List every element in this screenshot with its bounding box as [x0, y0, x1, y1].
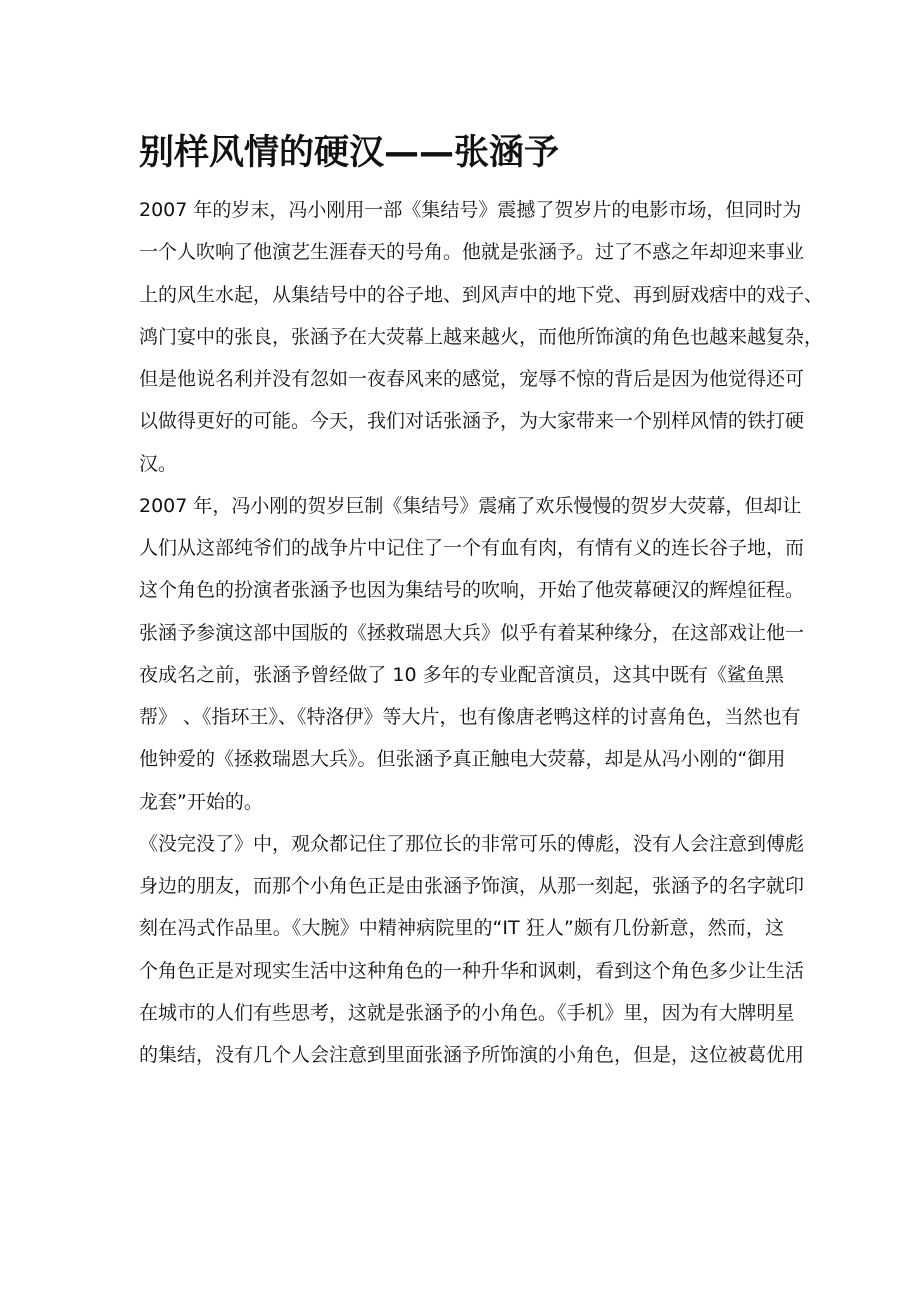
text-line: 《没完没了》中，观众都记住了那位长的非常可乐的傅彪，没有人会注意到傅彪	[139, 832, 805, 855]
text-line: 以做得更好的可能。今天，我们对话张涵予，为大家带来一个别样风情的铁打硬	[139, 410, 805, 433]
text-line: 龙套”开始的。	[139, 790, 263, 813]
text-line: 鸿门宴中的张良，张涵予在大荧幕上越来越火，而他所饰演的角色也越来越复杂，	[139, 325, 824, 348]
text-line: 2007 年的岁末，冯小刚用一部《集结号》震撼了贺岁片的电影市场，但同时为	[139, 199, 802, 221]
article-body	[139, 189, 824, 1076]
text-line: 汉。	[139, 452, 178, 475]
text-line: 但是他说名利并没有忽如一夜春风来的感觉，宠辱不惊的背后是因为他觉得还可	[139, 368, 805, 390]
text-line: 上的风生水起，从集结号中的谷子地、到风声中的地下党、再到厨戏痞中的戏子、	[139, 283, 824, 306]
text-line: 刻在冯式作品里。《大腕》中精神病院里的“IT 狂人”颇有几份新意，然而，这	[139, 917, 784, 940]
text-line: 人们从这部纯爷们的战争片中记住了一个有血有肉，有情有义的连长谷子地，而	[139, 537, 805, 559]
text-line: 的集结，没有几个人会注意到里面张涵予所饰演的小角色，但是，这位被葛优用	[139, 1044, 805, 1066]
text-line: 夜成名之前，张涵予曾经做了 10 多年的专业配音演员，这其中既有《鲨鱼黑	[139, 663, 784, 686]
text-line: 2007 年，冯小刚的贺岁巨制《集结号》震痛了欢乐慢慢的贺岁大荧幕，但却让	[139, 494, 802, 517]
text-line: 在城市的人们有些思考，这就是张涵予的小角色。《手机》里，因为有大牌明星	[139, 1001, 795, 1024]
text-line: 他钟爱的《拯救瑞恩大兵》。但张涵予真正触电大荧幕，却是从冯小刚的“御用	[139, 748, 786, 771]
text-line: 一个人吹响了他演艺生涯春天的号角。他就是张涵予。过了不惑之年却迎来事业	[139, 241, 805, 264]
text-line: 张涵予参演这部中国版的《拯救瑞恩大兵》似乎有着某种缘分，在这部戏让他一	[139, 621, 805, 644]
text-line: 身边的朋友，而那个小角色正是由张涵予饰演，从那一刻起，张涵予的名字就印	[139, 875, 805, 897]
article-title: 别样风情的硬汉——张涵予	[139, 133, 560, 173]
text-line: 个角色正是对现实生活中这种角色的一种升华和讽刺，看到这个角色多少让生活	[139, 959, 805, 982]
text-line: 帮》 、《指环王》、《特洛伊》等大片，也有像唐老鸭这样的讨喜角色，当然也有	[139, 706, 801, 728]
text-line: 这个角色的扮演者张涵予也因为集结号的吹响，开始了他荧幕硬汉的辉煌征程。	[139, 579, 805, 602]
